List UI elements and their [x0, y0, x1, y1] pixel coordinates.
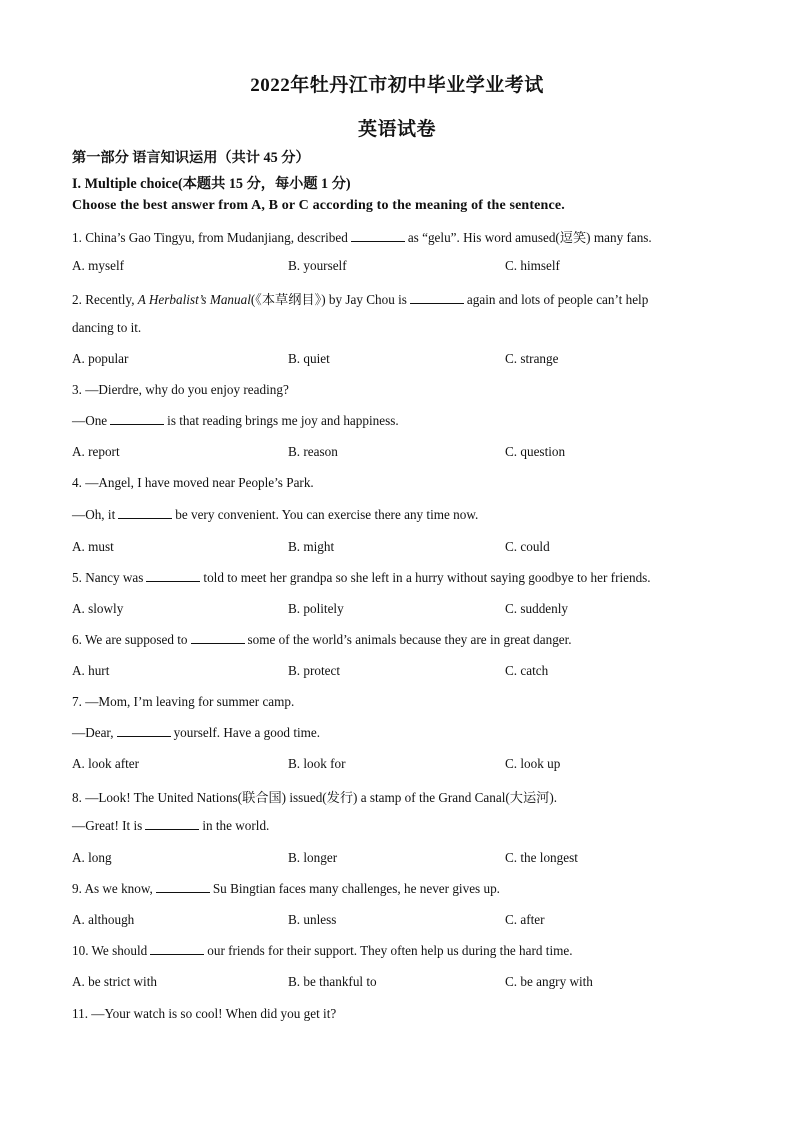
question-text: be very convenient. You can exercise there any time now. [175, 507, 479, 522]
option-b: B. be thankful to [288, 974, 377, 989]
option-a: A. must [72, 539, 114, 554]
option-c: C. after [505, 912, 545, 927]
question-text: 1. China’s Gao Tingyu, from Mudanjiang, described [72, 230, 348, 245]
option-a: A. be strict with [72, 974, 157, 989]
question-3 [72, 413, 399, 429]
question-text: as “gelu”. His word amused(逗笑) many fans. [407, 230, 652, 245]
answer-blank [156, 881, 210, 893]
question-2-continued: dancing to it. [72, 320, 142, 335]
answer-blank [191, 632, 245, 644]
instruction-text: Choose the best answer from A, B or C according to the meaning of the sentence. [72, 198, 565, 213]
question-9 [72, 881, 500, 897]
answer-blank [110, 413, 164, 425]
answer-blank [117, 725, 171, 737]
question-4 [72, 507, 478, 523]
option-b: B. look for [288, 756, 346, 771]
option-a: A. slowly [72, 601, 124, 616]
question-5 [72, 570, 651, 586]
question-3-line-1: 3. —Dierdre, why do you enjoy reading? [72, 382, 289, 397]
question-8-line-1: 8. —Look! The United Nations(联合国) issued(发行) a stamp of the Grand Canal(大运河). [72, 790, 558, 805]
answer-blank [351, 230, 405, 242]
answer-blank [150, 943, 204, 955]
question-text: is that reading brings me joy and happiness. [167, 413, 399, 428]
option-c: C. question [505, 444, 566, 459]
option-a: A. although [72, 912, 135, 927]
exam-title: 2022年牡丹江市初中毕业学业考试 [250, 75, 544, 96]
answer-blank [410, 292, 464, 304]
question-text: (《本草纲目》) by Jay Chou is [250, 292, 407, 307]
option-a: A. myself [72, 258, 125, 273]
question-11-line-1: 11. —Your watch is so cool! When did you get it? [72, 1006, 337, 1021]
option-c: C. catch [505, 663, 549, 678]
question-text: 9. As we know, [72, 881, 153, 896]
option-a: A. report [72, 444, 120, 459]
option-c: C. himself [505, 258, 560, 273]
option-b: B. might [288, 539, 335, 554]
answer-blank [145, 818, 199, 830]
question-text: 5. Nancy was [72, 570, 144, 585]
question-6 [72, 632, 572, 648]
option-b: B. protect [288, 663, 341, 678]
answer-blank [146, 570, 200, 582]
question-7 [72, 725, 320, 741]
option-c: C. the longest [505, 850, 578, 865]
question-8 [72, 818, 269, 834]
option-b: B. yourself [288, 258, 347, 273]
question-text: our friends for their support. They often help us during the hard time. [207, 943, 573, 958]
option-c: C. strange [505, 351, 559, 366]
question-text: 2. Recently, [72, 292, 135, 307]
section-heading: I. Multiple choice(本题共 15 分，每小题 1 分) [72, 176, 351, 192]
question-10 [72, 943, 573, 959]
question-4-line-1: 4. —Angel, I have moved near People’s Park. [72, 475, 314, 490]
question-2 [72, 289, 648, 308]
question-text: in the world. [202, 818, 270, 833]
option-c: C. could [505, 539, 550, 554]
option-b: B. quiet [288, 351, 330, 366]
option-a: A. hurt [72, 663, 110, 678]
option-c: C. be angry with [505, 974, 593, 989]
question-text: —Great! It is [72, 818, 143, 833]
song-title: A Herbalist’s Manual [137, 292, 251, 307]
question-text: 10. We should [72, 943, 148, 958]
option-b: B. politely [288, 601, 344, 616]
question-text: yourself. Have a good time. [173, 725, 321, 740]
question-text: again and lots of people can’t help [466, 292, 649, 307]
exam-subtitle: 英语试卷 [357, 119, 436, 140]
option-b: B. unless [288, 912, 337, 927]
option-a: A. popular [72, 351, 129, 366]
question-text: 6. We are supposed to [72, 632, 188, 647]
option-a: A. long [72, 850, 112, 865]
option-b: B. reason [288, 444, 338, 459]
option-c: C. suddenly [505, 601, 569, 616]
part-heading: 第一部分 语言知识运用（共计 45 分） [72, 150, 310, 166]
question-text: —One [72, 413, 108, 428]
option-c: C. look up [505, 756, 561, 771]
question-7-line-1: 7. —Mom, I’m leaving for summer camp. [72, 694, 295, 709]
answer-blank [118, 507, 172, 519]
option-b: B. longer [288, 850, 338, 865]
question-text: —Dear, [72, 725, 114, 740]
question-1 [72, 227, 652, 246]
question-text: —Oh, it [72, 507, 116, 522]
question-text: told to meet her grandpa so she left in a hurry without saying goodbye to her friends. [203, 570, 651, 585]
question-text: Su Bingtian faces many challenges, he never gives up. [212, 881, 500, 896]
question-text: some of the world’s animals because they are in great danger. [247, 632, 572, 647]
option-a: A. look after [72, 756, 140, 771]
